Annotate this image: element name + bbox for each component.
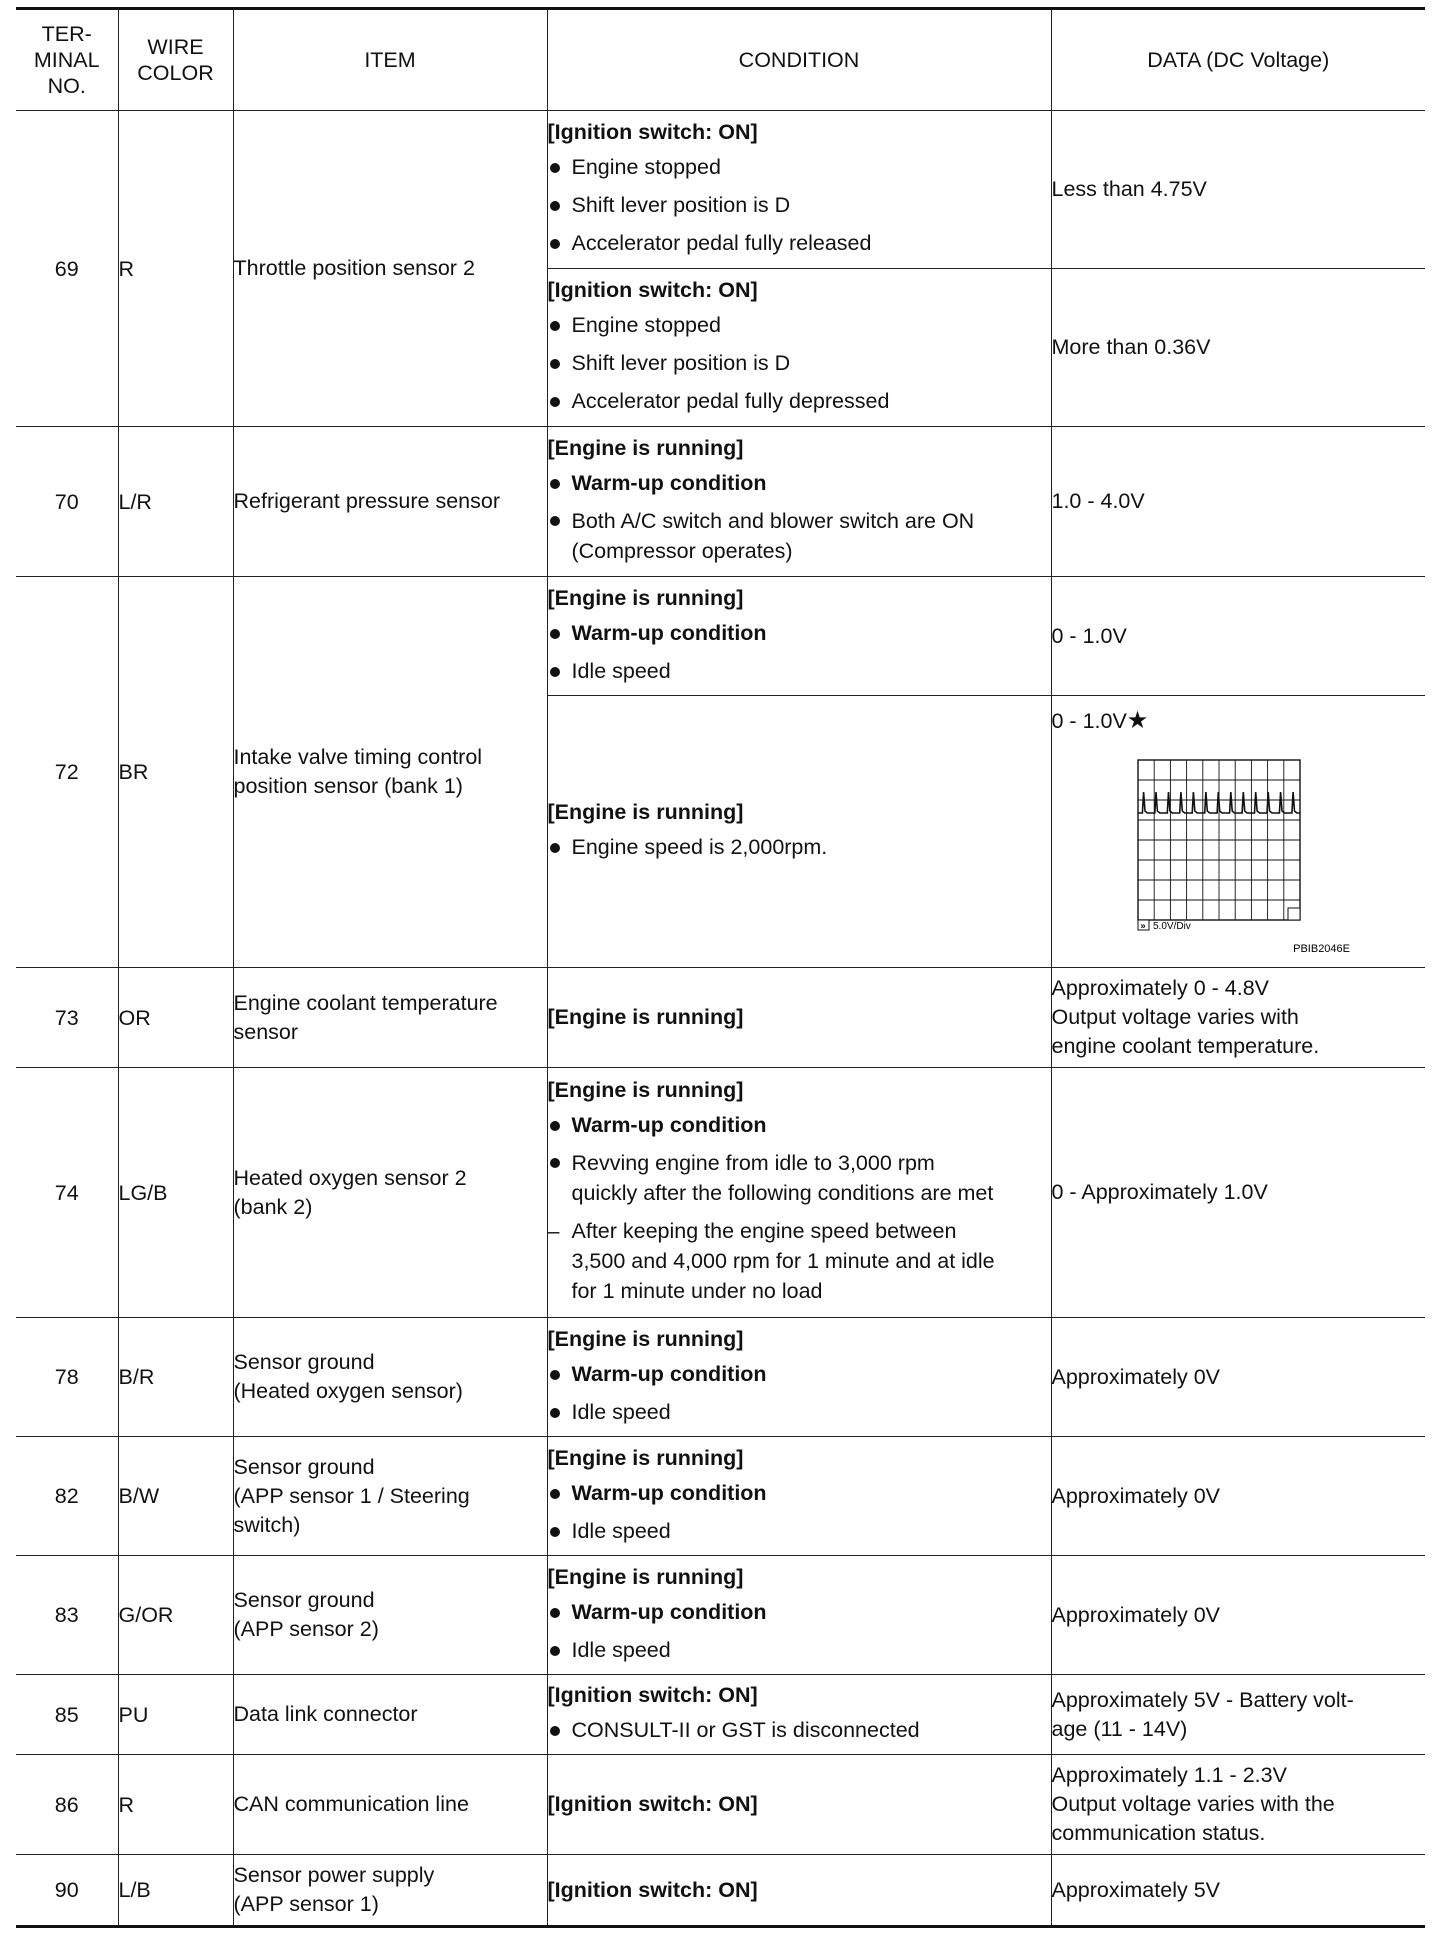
data-cell (1051, 1437, 1425, 1556)
header-row (16, 9, 1425, 111)
data-line: Output voltage varies with the (1051, 1792, 1335, 1816)
data-cell (1051, 1755, 1425, 1855)
item-cell (233, 1437, 547, 1556)
header-terminal-line: MINAL (33, 48, 100, 72)
terminal-no: 72 (16, 577, 118, 968)
condition-head: [Engine is running] (547, 1445, 744, 1470)
condition-bullet: Warm-up condition (571, 1113, 767, 1137)
data-line: Approximately 5V (1051, 1877, 1220, 1902)
condition-head: [Engine is running] (547, 436, 744, 460)
header-wire-color (118, 9, 233, 111)
wire-color: PU (118, 1675, 233, 1755)
data-cell (1051, 1068, 1425, 1318)
condition-bullet: Engine stopped (571, 155, 721, 179)
header-terminal-line: TER- (41, 22, 92, 46)
item-cell (233, 111, 547, 427)
table-row (16, 1675, 1425, 1755)
data-line: 1.0 - 4.0V (1051, 489, 1145, 513)
table-row (16, 1318, 1425, 1437)
data-cell (1051, 427, 1425, 577)
grid-marker (1288, 908, 1300, 920)
header-terminal-line: NO. (47, 74, 86, 98)
data-cell (1051, 577, 1425, 696)
wire-color: B/R (118, 1318, 233, 1437)
wire-color: G/OR (118, 1556, 233, 1675)
table-row (16, 1068, 1425, 1318)
condition-bullet: Idle speed (571, 1637, 671, 1662)
item-cell (233, 1855, 547, 1927)
terminal-no: 82 (16, 1437, 118, 1556)
item-line: switch) (233, 1512, 301, 1537)
item-line: Sensor ground (233, 1350, 375, 1374)
item-line: (APP sensor 2) (233, 1617, 379, 1641)
condition-bullet: Engine speed is 2,000rpm. (571, 835, 828, 859)
condition-bullet: Warm-up condition (571, 1480, 767, 1505)
data-line: Output voltage varies with (1051, 1005, 1299, 1029)
item-line: position sensor (bank 1) (233, 774, 463, 798)
item-line: (Heated oxygen sensor) (233, 1379, 463, 1403)
header-wire-line: COLOR (137, 61, 214, 85)
condition-cell (547, 111, 1051, 269)
condition-cell (547, 577, 1051, 696)
condition-cell (547, 1437, 1051, 1556)
item-line: Engine coolant temperature (233, 990, 498, 1015)
condition-cell (547, 269, 1051, 427)
wire-color: L/R (118, 427, 233, 577)
item-line: Sensor power supply (233, 1863, 435, 1887)
item-line: (bank 2) (233, 1194, 313, 1219)
data-cell (1051, 1556, 1425, 1675)
header-data: DATA (DC Voltage) (1051, 9, 1425, 111)
wire-color: L/B (118, 1855, 233, 1927)
scope-scale-label: 5.0V/Div (1152, 921, 1191, 932)
table-row (16, 1556, 1425, 1675)
data-line: Approximately 0V (1051, 1483, 1220, 1508)
condition-bullet: Accelerator pedal fully released (571, 231, 872, 255)
terminal-no: 69 (16, 111, 118, 427)
condition-head: [Ignition switch: ON] (547, 1877, 758, 1902)
table-row (16, 1855, 1425, 1927)
item-cell (233, 1755, 547, 1855)
terminal-no: 73 (16, 968, 118, 1068)
condition-bullet: Accelerator pedal fully depressed (571, 389, 890, 413)
terminal-no: 78 (16, 1318, 118, 1437)
oscilloscope-svg (1052, 740, 1382, 960)
data-line: Approximately 0V (1051, 1364, 1220, 1389)
condition-bullet: Idle speed (571, 1518, 671, 1543)
condition-cell (547, 1556, 1051, 1675)
waveform-trace (1138, 792, 1300, 813)
data-line: More than 0.36V (1051, 335, 1211, 359)
header-wire-line: WIRE (147, 35, 204, 59)
header-terminal-no (16, 9, 118, 111)
figure-code: PBIB2046E (1292, 943, 1350, 955)
terminal-no: 85 (16, 1675, 118, 1755)
table-row (16, 1755, 1425, 1855)
data-line: 0 - Approximately 1.0V (1051, 1180, 1268, 1204)
condition-head: [Ignition switch: ON] (547, 120, 758, 144)
condition-cell (547, 1855, 1051, 1927)
condition-bullet: Revving engine from idle to 3,000 rpm quickly after the following conditions are met (571, 1151, 994, 1205)
wire-color: LG/B (118, 1068, 233, 1318)
star-icon: ★ (1126, 707, 1149, 734)
terminal-no: 90 (16, 1855, 118, 1927)
wire-color: R (118, 1755, 233, 1855)
dash-icon: – (547, 1219, 560, 1243)
data-line: engine coolant temperature. (1051, 1034, 1320, 1058)
table-row (16, 968, 1425, 1068)
data-line: Approximately 0 - 4.8V (1051, 976, 1269, 1000)
terminal-no: 83 (16, 1556, 118, 1675)
condition-cell (547, 1318, 1051, 1437)
condition-bullet: Shift lever position is D (571, 351, 791, 375)
terminal-no: 74 (16, 1068, 118, 1318)
data-cell (1051, 269, 1425, 427)
condition-head: [Engine is running] (547, 1564, 744, 1589)
condition-head: [Engine is running] (547, 585, 744, 610)
item-line: CAN communication line (233, 1792, 469, 1816)
condition-bullet: Shift lever position is D (571, 193, 791, 217)
data-cell (1051, 696, 1425, 968)
data-cell (1051, 111, 1425, 269)
condition-bullet: Warm-up condition (571, 1599, 767, 1624)
terminal-no: 86 (16, 1755, 118, 1855)
condition-bullet: Warm-up condition (571, 471, 767, 495)
data-line: communication status. (1051, 1821, 1266, 1845)
condition-head: [Engine is running] (547, 1005, 744, 1029)
item-line: Data link connector (233, 1702, 418, 1726)
data-cell (1051, 1855, 1425, 1927)
condition-cell (547, 427, 1051, 577)
condition-head: [Ignition switch: ON] (547, 1792, 758, 1816)
oscilloscope-figure (1052, 740, 1382, 960)
condition-bullet: Warm-up condition (571, 620, 767, 645)
item-line: Sensor ground (233, 1588, 375, 1612)
data-line: 0 - 1.0V (1051, 623, 1127, 648)
terminal-no: 70 (16, 427, 118, 577)
condition-bullet: Idle speed (571, 658, 671, 683)
condition-bullet: Engine stopped (571, 313, 721, 337)
wire-color: R (118, 111, 233, 427)
table-row (16, 1437, 1425, 1556)
wire-color: OR (118, 968, 233, 1068)
condition-head: [Engine is running] (547, 1078, 744, 1102)
item-line: Refrigerant pressure sensor (233, 489, 500, 513)
header-item: ITEM (233, 9, 547, 111)
condition-dash-item: – After keeping the engine speed between 3,500 and 4,000 rpm for 1 minute and at idle for 1 minute under no load (548, 1212, 1051, 1310)
item-cell (233, 1556, 547, 1675)
header-condition: CONDITION (547, 9, 1051, 111)
condition-head: [Ignition switch: ON] (547, 1683, 758, 1707)
condition-cell (547, 696, 1051, 968)
data-line: Less than 4.75V (1051, 177, 1207, 201)
item-line: (APP sensor 1 / Steering (233, 1483, 470, 1508)
item-line: Throttle position sensor 2 (233, 256, 475, 280)
item-line: sensor (233, 1019, 299, 1044)
oscilloscope-grid (1138, 760, 1300, 920)
item-line: (APP sensor 1) (233, 1892, 379, 1916)
condition-head: [Ignition switch: ON] (547, 278, 758, 302)
data-line: 0 - 1.0V★ (1051, 707, 1149, 734)
terminal-spec-table (16, 7, 1425, 1928)
condition-cell (547, 1755, 1051, 1855)
double-chevron-icon: » (1140, 920, 1146, 931)
condition-cell (547, 1068, 1051, 1318)
data-line: Approximately 1.1 - 2.3V (1051, 1763, 1287, 1787)
data-cell (1051, 968, 1425, 1068)
condition-bullet: CONSULT-II or GST is disconnected (571, 1718, 920, 1742)
condition-bullet: Idle speed (571, 1399, 671, 1424)
item-cell (233, 1318, 547, 1437)
item-line: Heated oxygen sensor 2 (233, 1165, 467, 1190)
condition-head: [Engine is running] (547, 1326, 744, 1351)
item-cell (233, 1068, 547, 1318)
table-row (16, 577, 1425, 696)
condition-bullet: Both A/C switch and blower switch are ON (Compressor operates) (571, 509, 975, 563)
wire-color: BR (118, 577, 233, 968)
condition-cell (547, 1675, 1051, 1755)
item-cell (233, 1675, 547, 1755)
data-line: Approximately 5V - Battery volt- (1051, 1687, 1354, 1712)
data-line: Approximately 0V (1051, 1602, 1220, 1627)
table-row (16, 427, 1425, 577)
condition-head: [Engine is running] (547, 800, 744, 824)
data-cell (1051, 1318, 1425, 1437)
item-line: Sensor ground (233, 1454, 375, 1479)
wire-color: B/W (118, 1437, 233, 1556)
item-cell (233, 427, 547, 577)
condition-cell (547, 968, 1051, 1068)
condition-bullet: Warm-up condition (571, 1361, 767, 1386)
item-line: Intake valve timing control (233, 745, 483, 769)
data-cell (1051, 1675, 1425, 1755)
data-line: age (11 - 14V) (1051, 1716, 1188, 1741)
table-row (16, 111, 1425, 269)
item-cell (233, 968, 547, 1068)
item-cell (233, 577, 547, 968)
